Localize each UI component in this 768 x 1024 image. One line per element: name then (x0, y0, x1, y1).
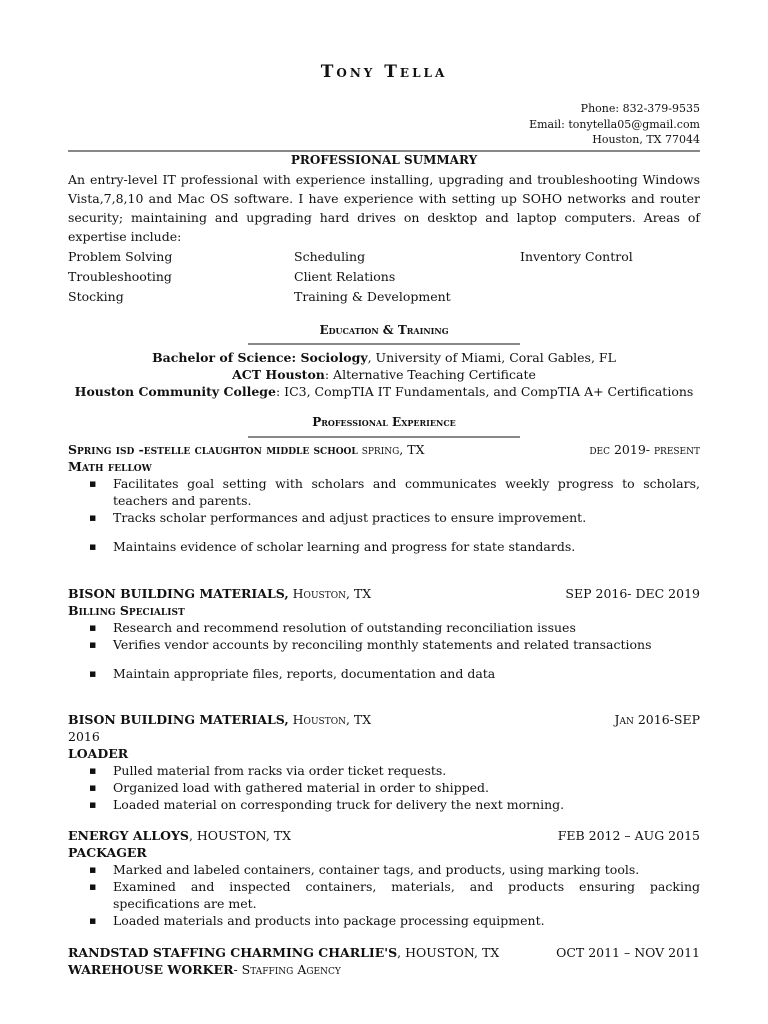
job-location: , HOUSTON, TX (397, 945, 500, 960)
job-bullets (68, 475, 700, 555)
employer: RANDSTAD STAFFING CHARMING CHARLIE'S (68, 945, 398, 960)
experience-heading: Professional Experience (312, 415, 456, 429)
job-dates: FEB 2012 – AUG 2015 (557, 828, 700, 843)
job-bullets (68, 861, 700, 929)
skill-item: Training & Development (294, 289, 451, 304)
employer: ENERGY ALLOYS (68, 828, 189, 843)
divider (68, 150, 700, 152)
bullet-item: ▪ Maintains evidence of scholar learning and progress for state standards. (68, 538, 700, 555)
job-entry (68, 944, 700, 978)
skill-item: Troubleshooting (68, 269, 172, 284)
bullet-item: ▪ Loaded material on corresponding truck for delivery the next morning. (68, 796, 700, 813)
divider (248, 343, 520, 345)
candidate-name: Tony Tella (320, 62, 448, 82)
bullet-item: ▪ Pulled material from racks via order ticket requests. (68, 762, 700, 779)
education-item: Bachelor of Science: Sociology, University of Miami, Coral Gables, FL (152, 350, 616, 365)
job-title: WAREHOUSE WORKER (68, 962, 234, 977)
education-item: Houston Community College: IC3, CompTIA IT Fundamentals, and CompTIA A+ Certifications (74, 384, 694, 399)
job-entry (68, 827, 700, 929)
bullet-item: ▪ Loaded materials and products into package processing equipment. (68, 912, 700, 929)
job-title: LOADER (68, 746, 129, 761)
employer: BISON BUILDING MATERIALS, (68, 586, 289, 601)
bullet-item: ▪ Verifies vendor accounts by reconciling monthly statements and related transactions (68, 636, 700, 653)
contact-block (529, 101, 700, 148)
job-entry (68, 441, 700, 555)
summary-text: An entry-level IT professional with experience installing, upgrading and troubleshooting Windows Vista,7,8,10 and Mac OS software. I have experience with setting up SOHO networks and router security; maintaining and upgrading hard drives on desktop and laptop computers. Areas of expertise include: (68, 172, 700, 244)
job-dates: OCT 2011 – NOV 2011 (556, 945, 700, 960)
employer: Spring isd -estelle claughton middle school (68, 442, 358, 457)
skill-item: Scheduling (294, 249, 366, 264)
employer: BISON BUILDING MATERIALS, (68, 712, 289, 727)
divider (248, 436, 520, 438)
skill-item: Stocking (68, 289, 124, 304)
job-title: Math fellow (68, 459, 152, 474)
job-location: , HOUSTON, TX (188, 828, 292, 843)
education-item: ACT Houston: Alternative Teaching Certificate (232, 367, 536, 382)
summary-heading: PROFESSIONAL SUMMARY (290, 153, 478, 167)
bullet-item: ▪ Facilitates goal setting with scholars and communicates weekly progress to scholars, teachers and parents. (68, 475, 700, 509)
job-location: Houston, TX (288, 712, 372, 727)
email: Email: tonytella05@gmail.com (529, 117, 700, 131)
job-dates-continued: 2016 (68, 729, 100, 744)
bullet-item: ▪ Research and recommend resolution of outstanding reconciliation issues (68, 619, 700, 636)
bullet-item: ▪ Maintain appropriate files, reports, documentation and data (68, 665, 700, 682)
education-heading: Education & Training (319, 323, 449, 337)
job-bullets (68, 619, 700, 682)
location: Houston, TX 77044 (592, 133, 700, 146)
education-list (68, 349, 700, 400)
phone: Phone: 832-379-9535 (580, 102, 700, 115)
job-entry (68, 585, 700, 682)
skill-item (520, 287, 700, 306)
job-dates: Jan 2016-SEP (614, 712, 700, 727)
job-location: spring, TX (357, 442, 425, 457)
job-location: Houston, TX (288, 586, 372, 601)
skill-item: Problem Solving (68, 249, 173, 264)
job-title: Billing Specialist (68, 603, 185, 618)
bullet-item: ▪ Marked and labeled containers, container tags, and products, using marking tools. (68, 861, 700, 878)
bullet-item: ▪ Examined and inspected containers, materials, and products ensuring packing specifications are met. (68, 878, 700, 912)
bullet-item: ▪ Tracks scholar performances and adjust practices to ensure improvement. (68, 509, 700, 526)
skills-grid (68, 247, 700, 306)
job-subtitle: - Staffing Agency (233, 962, 341, 977)
job-title: PACKAGER (68, 845, 147, 860)
skill-item (520, 267, 700, 286)
job-dates: SEP 2016- DEC 2019 (565, 586, 700, 601)
bullet-item: ▪ Organized load with gathered material in order to shipped. (68, 779, 700, 796)
job-entry (68, 711, 700, 813)
skill-item: Client Relations (294, 269, 396, 284)
job-dates: dec 2019- present (589, 442, 700, 457)
skill-item: Inventory Control (520, 249, 633, 264)
job-bullets (68, 762, 700, 813)
